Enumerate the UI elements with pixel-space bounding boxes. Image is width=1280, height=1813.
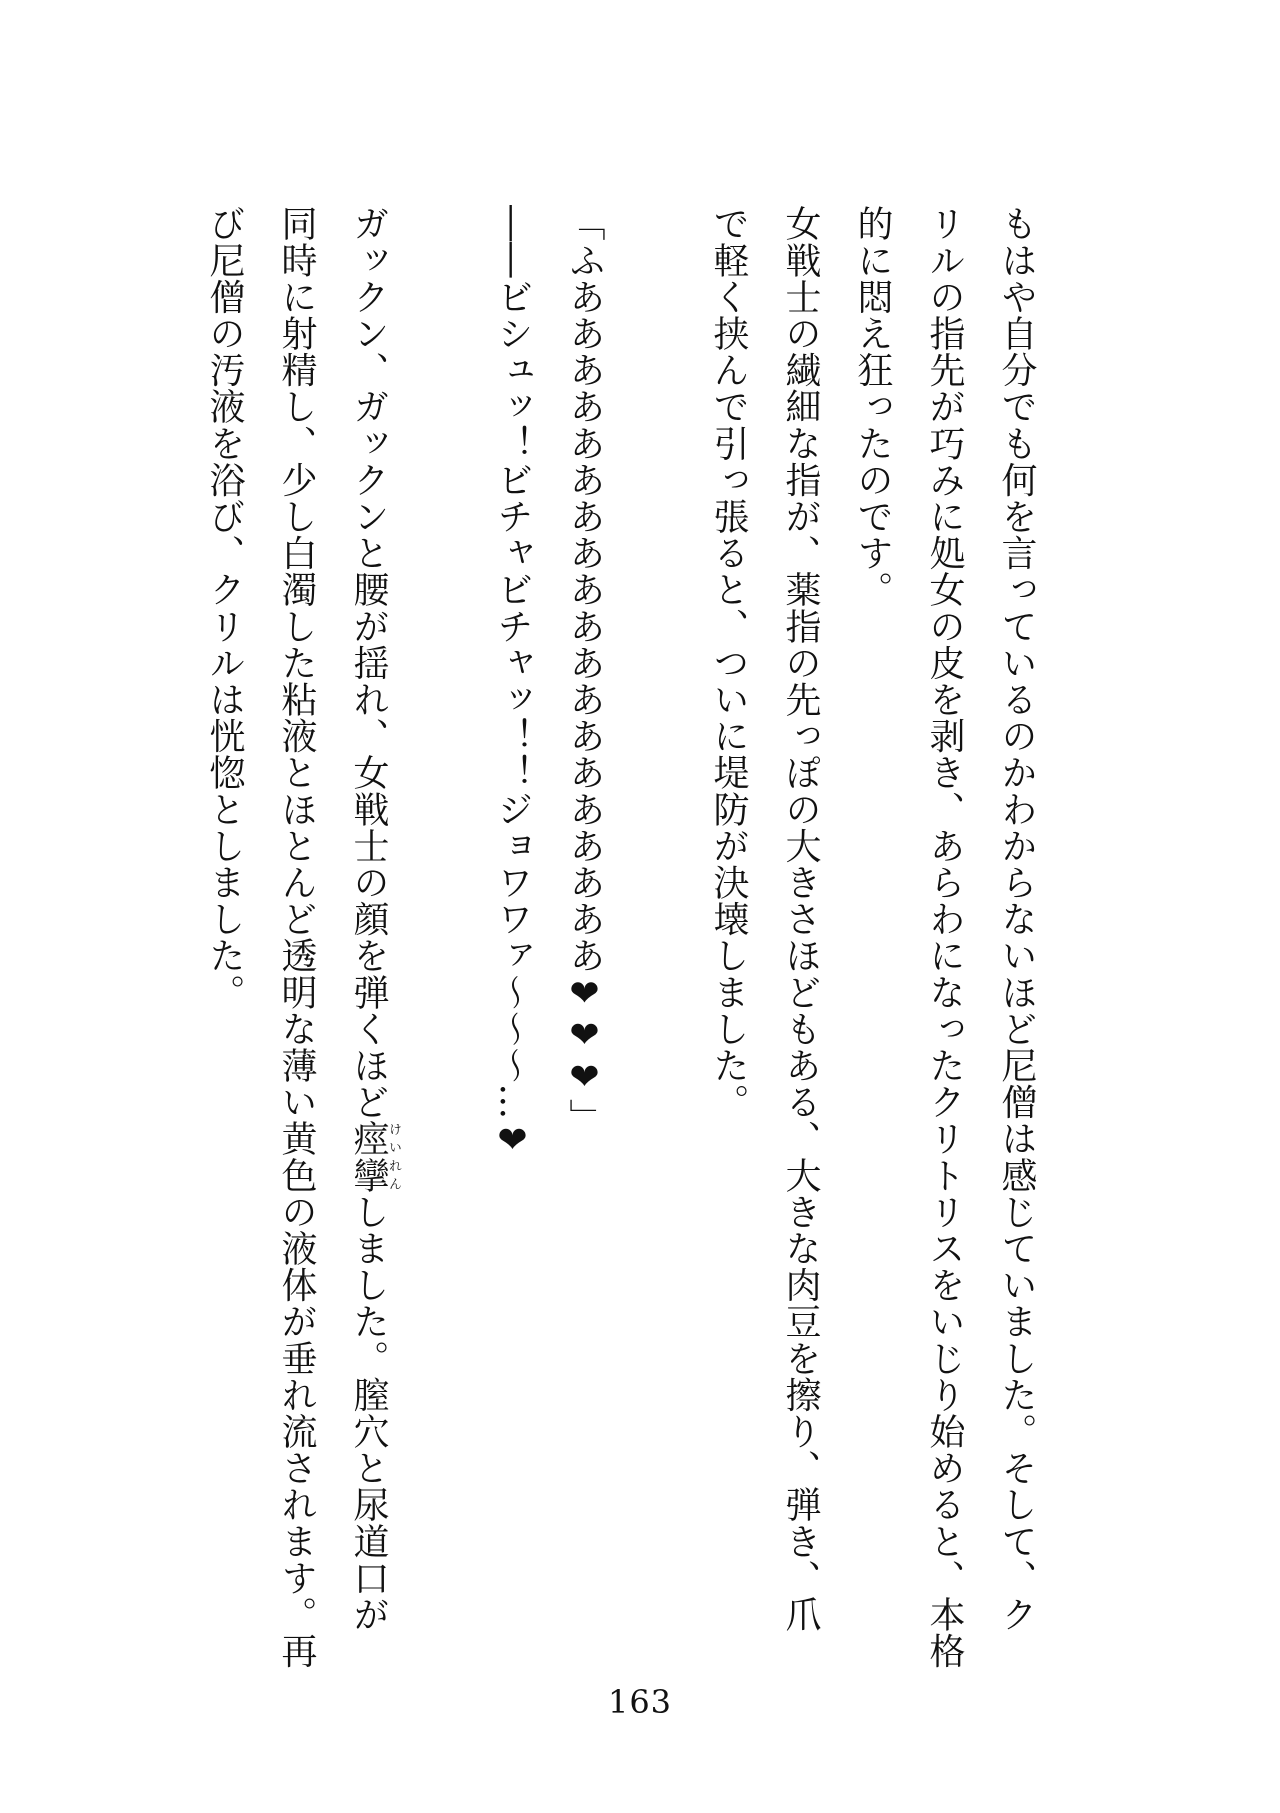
ruby-reading: けいれん [386,1120,401,1194]
paragraph-2: 女戦士の繊細な指が、薬指の先っぽの大きさほどもある、大きな肉豆を擦り、弾き、爪 で軽く挟んで引っ張ると、ついに堤防が決壊しました。 [708,205,821,1633]
dialogue-line: 「ふあああああああああああああああああああ❤❤❤」 [564,205,605,1135]
blank-line [404,205,476,1550]
vertical-text-body [188,205,1052,1669]
ruby-annotation: 痙攣けいれん [348,1120,401,1194]
sound-effect-line: ――ビシュッ！ビチャビチャッ！！ジョワワァ～～～…❤ [492,205,533,1162]
blank-line [620,205,692,1550]
paragraph-1: もはや自分でも何を言っているのかわからないほど尼僧は感じていました。そして、ク リルの指先が巧みに処女の皮を剥き、あらわになったクリトリスをいじり始めると、本格 的に悶え狂ったのです。 [852,205,1037,1669]
page-number: 163 [607,1683,673,1721]
paragraph-3: ガックン、ガックンと腰が揺れ、女戦士の顔を弾くほど痙攣けいれんしました。膣穴と尿道口が 同時に射精し、少し白濁した粘液とほとんど透明な薄い黄色の液体が垂れ流されます。再 び尼僧の汚液を浴び、クリルは恍惚としました。 [204,205,401,1669]
